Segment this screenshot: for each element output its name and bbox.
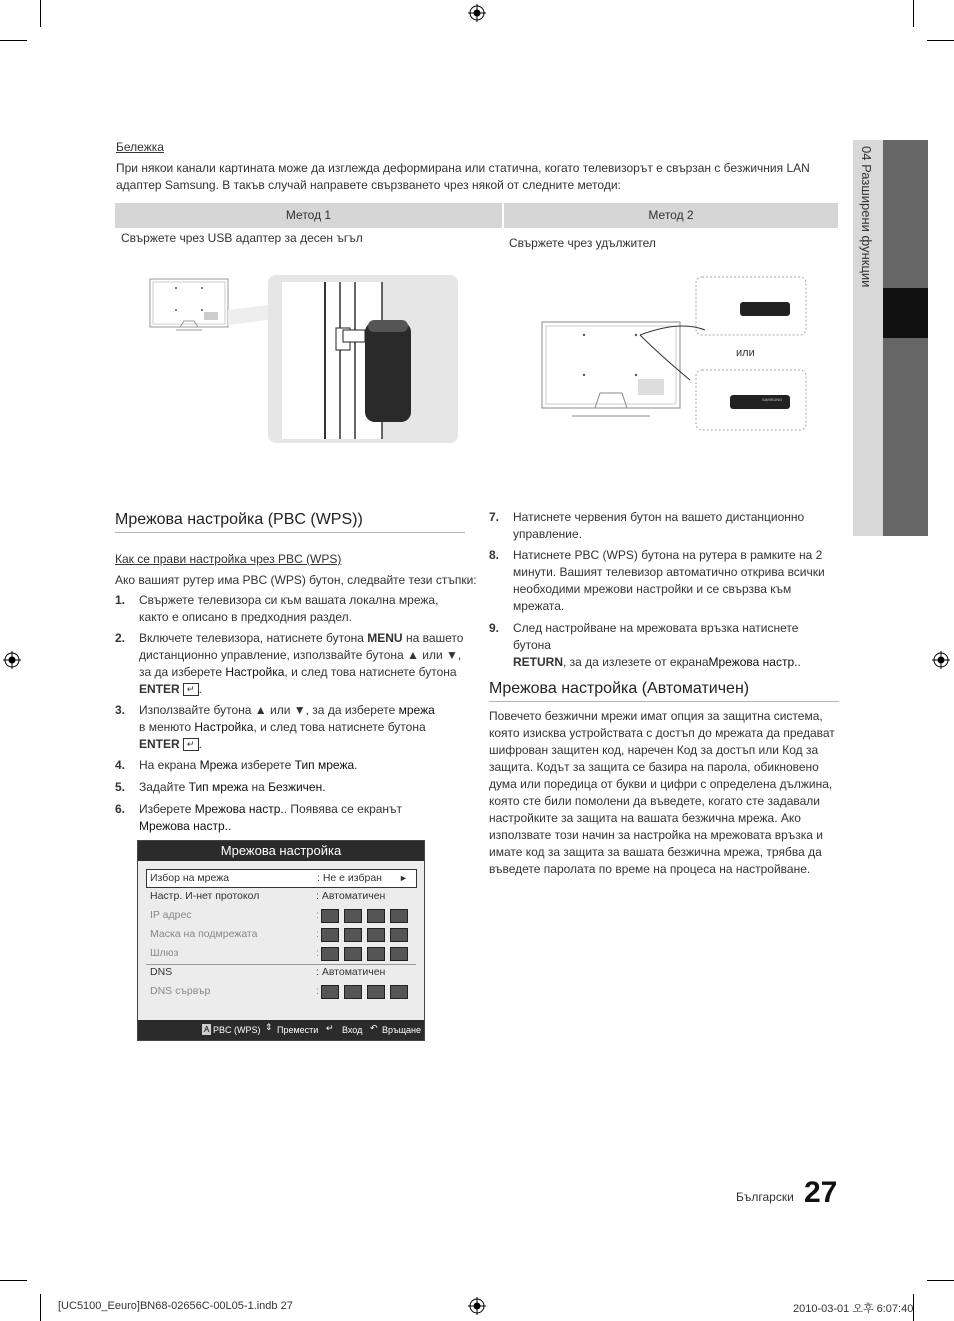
arrow-right-icon: ► [399, 873, 408, 883]
osd-row-value: : [316, 926, 413, 943]
auto-text-line: въведете паролата по време на процеса на настройване. [489, 862, 811, 876]
step-number: 3. [115, 703, 126, 717]
menu-term: Безжичен [268, 780, 323, 794]
a-button-icon: A [204, 1025, 210, 1034]
osd-row-label: IP адрес [150, 909, 192, 921]
osd-row-label: Маска на подмрежата [150, 928, 258, 940]
step-number: 1. [115, 593, 126, 607]
menu-term: Тип мрежа [188, 780, 249, 794]
step-text: . [227, 819, 232, 833]
registration-mark-icon [932, 651, 950, 669]
menu-key: MENU [367, 631, 403, 645]
step-text: Включете телевизора, натиснете бутона [139, 631, 368, 645]
osd-row-value: : Не е избран [317, 872, 382, 884]
crop-mark [913, 0, 914, 27]
return-key: RETURN [513, 655, 563, 669]
step-text: Свържете телевизора си към вашата локална мрежа, [139, 593, 439, 607]
osd-row-value: : [316, 945, 413, 962]
enter-key: ENTER [139, 682, 180, 696]
method-2-text: Свържете чрез удължител [509, 236, 656, 250]
step-text: . Появява се екранът [283, 802, 403, 816]
osd-footer [138, 1020, 424, 1040]
auto-text-line: защита. Кодът за защита се базира на парола, обикновено [489, 760, 819, 774]
osd-row-label: DNS [150, 966, 173, 978]
step-text: мрежата. [513, 599, 565, 613]
step-text: за да изберете [139, 665, 226, 679]
up-down-icon: ⇕ [265, 1022, 273, 1032]
menu-term: мрежа [398, 703, 435, 717]
step-text: минути. Вашият телевизор автоматично открива всички [513, 565, 825, 579]
osd-row-value: : Автоматичен [316, 966, 386, 978]
step-text: Използвайте бутона ▲ или ▼, за да изберете [139, 703, 399, 717]
osd-row-subnet-mask [138, 926, 424, 943]
auto-text-line: която сте били помолени да въведете, когато сте задавали [489, 794, 820, 808]
osd-title: Мрежова настройка [138, 841, 424, 861]
crop-mark [927, 40, 954, 41]
crop-mark [927, 1280, 954, 1281]
registration-mark-icon [3, 651, 21, 669]
osd-row-dns-server [138, 983, 424, 1000]
step-text: , и след това натиснете бутона [253, 720, 426, 734]
osd-row-ip-address [138, 907, 424, 924]
osd-row-value: : [316, 983, 413, 1000]
chapter-tab-bar [883, 140, 928, 288]
crop-mark [0, 1280, 27, 1281]
method-1-text: Свържете чрез USB адаптер за десен ъгъл [121, 231, 363, 245]
method-1-header: Метод 1 [115, 203, 502, 228]
pbc-intro: Ако вашият рутер има PBC (WPS) бутон, следвайте тези стъпки: [115, 573, 477, 587]
step-text: . [322, 780, 326, 794]
step-text: необходими мрежови настройки и се свързва към [513, 582, 792, 596]
step-text: както е описано в предходния раздел. [139, 610, 352, 624]
chapter-tab [853, 140, 883, 536]
adapter-brand: SAMSUNG [762, 397, 783, 402]
auto-text-line: настройките за защита на вашата безжична мрежа. Ако [489, 811, 801, 825]
print-footer-file: [UC5100_Eeuro]BN68-02656C-00L05-1.indb 27 [58, 1300, 293, 1312]
chapter-tab-label: 04 Разширени функции [859, 146, 874, 288]
step-number: 6. [115, 802, 126, 816]
osd-row-label: Настр. И-нет протокол [150, 890, 260, 902]
step-text: , за да излезете от екрана [563, 655, 709, 669]
chapter-tab-marker [883, 288, 928, 338]
heading-rule [115, 532, 465, 533]
osd-footer-enter[interactable]: Вход [342, 1025, 363, 1035]
registration-mark-icon [468, 4, 486, 22]
method-1-illustration [140, 270, 460, 445]
heading-rule [489, 701, 839, 702]
chapter-tab-bar [883, 338, 928, 536]
enter-icon: ↵ [183, 738, 199, 751]
crop-mark [0, 40, 27, 41]
osd-row-value: : [316, 907, 413, 924]
auto-paragraph [489, 708, 849, 878]
osd-footer-move: Премести [277, 1025, 319, 1035]
step-text: Изберете [139, 802, 195, 816]
step-text: изберете [237, 758, 295, 772]
step-text: дистанционно управление, използвайте бутона ▲ или ▼, [139, 648, 462, 662]
osd-footer-pbc[interactable]: PBC (WPS) [213, 1025, 261, 1035]
or-label: или [736, 347, 755, 359]
return-icon: ↶ [370, 1023, 378, 1033]
menu-term: Настройка [225, 665, 285, 679]
step-text: Натиснете червения бутон на вашето дистанционно [513, 510, 805, 524]
osd-row-dns[interactable] [138, 964, 424, 981]
step-text: На екрана [139, 758, 200, 772]
step-text: , и след това натиснете бутона [284, 665, 457, 679]
step-text: управление. [513, 527, 582, 541]
enter-icon: ↵ [183, 683, 199, 696]
step-text: Задайте [139, 780, 189, 794]
note-title: Бележка [116, 140, 164, 154]
auto-text-line: която изисква устройствата с достъп до мрежата да предават [489, 726, 835, 740]
auto-text-line: шифрован защитен код, наречен Код за достъп или Код за [489, 743, 819, 757]
pbc-subheading: Как се прави настройка чрез PBC (WPS) [115, 552, 342, 566]
osd-row-gateway [138, 945, 424, 962]
osd-row-ip-protocol[interactable] [138, 888, 424, 905]
osd-row-label: Избор на мрежа [150, 872, 230, 884]
menu-term: Мрежова настр. [708, 655, 798, 669]
network-setup-screen [137, 840, 425, 1041]
enter-icon: ↵ [326, 1023, 334, 1033]
step-number: 4. [115, 758, 126, 772]
print-footer-date: 2010-03-01 오후 6:07:40 [793, 1303, 914, 1315]
step-number: 9. [489, 621, 500, 635]
enter-key: ENTER [139, 737, 180, 751]
menu-term: Мрежа [199, 758, 238, 772]
auto-text-line: Повечето безжични мрежи имат опция за защитна система, [489, 709, 823, 723]
step-number: 2. [115, 631, 126, 645]
auto-text-line: дума или поредица от букви и цифри с определена дължина, [489, 777, 833, 791]
step-text: . [354, 758, 358, 772]
step-number: 7. [489, 510, 500, 524]
osd-row-label: Шлюз [150, 947, 179, 959]
auto-text-line: имате код за защита за вашата безжична мрежа, трябва да [489, 845, 822, 859]
osd-row-label: DNS сървър [150, 985, 211, 997]
osd-row-network-select[interactable] [146, 869, 417, 888]
osd-footer-return[interactable]: Връщане [382, 1025, 422, 1035]
menu-term: Настройка [194, 720, 254, 734]
step-text: След настройване на мрежовата връзка натиснете бутона [513, 621, 799, 652]
method-2-illustration [540, 275, 840, 435]
crop-mark [40, 0, 41, 27]
method-2-header: Метод 2 [504, 203, 838, 228]
step-text: Натиснете PBC (WPS) бутона на рутера в рамките на 2 [513, 548, 823, 562]
menu-term: Мрежова настр. [139, 819, 228, 833]
step-text: на [248, 780, 269, 794]
menu-term: Мрежова настр. [194, 802, 284, 816]
note-text: При някои канали картината може да изглежда деформирана или статична, когато телевизорът е свързан с безжичния LAN адаптер Samsung. В такъв случай направете свързването чрез някой от следните методи: [116, 161, 810, 192]
auto-heading: Мрежова настройка (Автоматичен) [489, 680, 750, 697]
pbc-heading: Мрежова настройка (PBC (WPS)) [115, 511, 363, 528]
page-number: 27 [804, 1176, 838, 1209]
menu-term: Тип мрежа [294, 758, 355, 772]
step-number: 5. [115, 780, 126, 794]
page-language: Български [736, 1190, 794, 1204]
step-text: на вашето [402, 631, 464, 645]
osd-row-value: : Автоматичен [316, 890, 386, 902]
crop-mark [40, 1294, 41, 1321]
registration-mark-icon [468, 1297, 486, 1315]
auto-text-line: използвате този начин за настройка на мрежовата връзка и [489, 828, 824, 842]
step-number: 8. [489, 548, 500, 562]
step-text: в менюто [139, 720, 195, 734]
step-text: . [797, 655, 801, 669]
